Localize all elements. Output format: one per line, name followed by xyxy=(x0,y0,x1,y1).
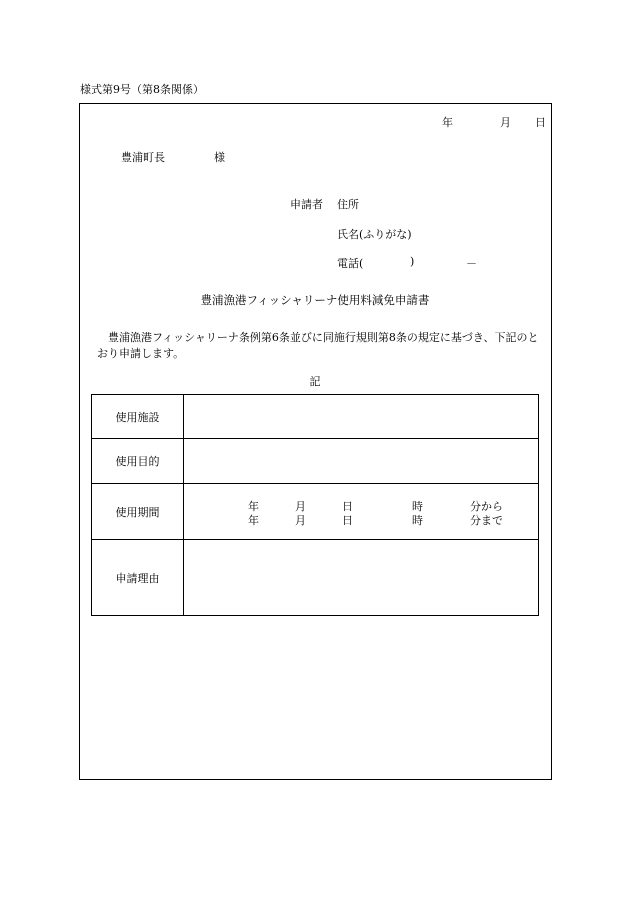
period-to-year: 年 xyxy=(248,513,259,527)
date-year-field[interactable]: 年 xyxy=(442,116,453,129)
purpose-value-cell[interactable] xyxy=(184,439,539,484)
purpose-label: 使用目的 xyxy=(92,439,184,484)
facility-value-cell[interactable] xyxy=(184,395,539,439)
date-month-field[interactable]: 月 xyxy=(500,116,511,129)
ki-heading: 記 xyxy=(309,375,321,388)
period-to-month: 月 xyxy=(295,513,306,527)
facility-label: 使用施設 xyxy=(92,395,184,439)
period-to-day: 日 xyxy=(342,513,353,527)
period-from-month: 月 xyxy=(295,499,306,513)
period-from-day: 日 xyxy=(342,499,353,513)
applicant-phone-field[interactable]: 電話( xyxy=(337,257,364,270)
date-line xyxy=(442,114,546,130)
addressee-name: 豊浦町長 xyxy=(121,151,165,164)
body-paragraph: 豊浦漁港フィッシャリーナ条例第6条並びに同施行規則第8条の規定に基づき、下記のとおり申請します。 xyxy=(97,331,539,360)
period-to-hour: 時 xyxy=(412,513,423,527)
table-row-facility xyxy=(92,395,539,439)
phone-paren-close: ) xyxy=(410,255,415,268)
period-from-hour: 時 xyxy=(412,499,423,513)
applicant-label: 申請者 xyxy=(290,198,323,211)
document-title: 豊浦漁港フィッシャリーナ使用料減免申請書 xyxy=(200,293,430,307)
date-day-field[interactable]: 日 xyxy=(535,116,546,129)
period-from-year: 年 xyxy=(248,499,259,513)
details-table xyxy=(91,394,539,616)
period-label: 使用期間 xyxy=(92,484,184,540)
reason-value-cell[interactable] xyxy=(184,540,539,616)
applicant-address-field[interactable]: 住所 xyxy=(337,198,359,211)
applicant-name-field[interactable]: 氏名(ふりがな) xyxy=(337,228,412,241)
period-from-minute: 分から xyxy=(470,499,503,513)
addressee-honorific: 様 xyxy=(214,151,225,164)
table-row-purpose xyxy=(92,439,539,484)
period-value-cell[interactable] xyxy=(184,484,539,540)
period-from-line xyxy=(184,498,538,512)
period-to-line xyxy=(184,512,538,526)
form-number-label: 様式第9号（第8条関係） xyxy=(80,83,204,96)
table-row-period xyxy=(92,484,539,540)
table-row-reason xyxy=(92,540,539,616)
phone-dash: － xyxy=(466,257,477,270)
period-to-minute: 分まで xyxy=(470,513,503,527)
reason-label: 申請理由 xyxy=(92,540,184,616)
